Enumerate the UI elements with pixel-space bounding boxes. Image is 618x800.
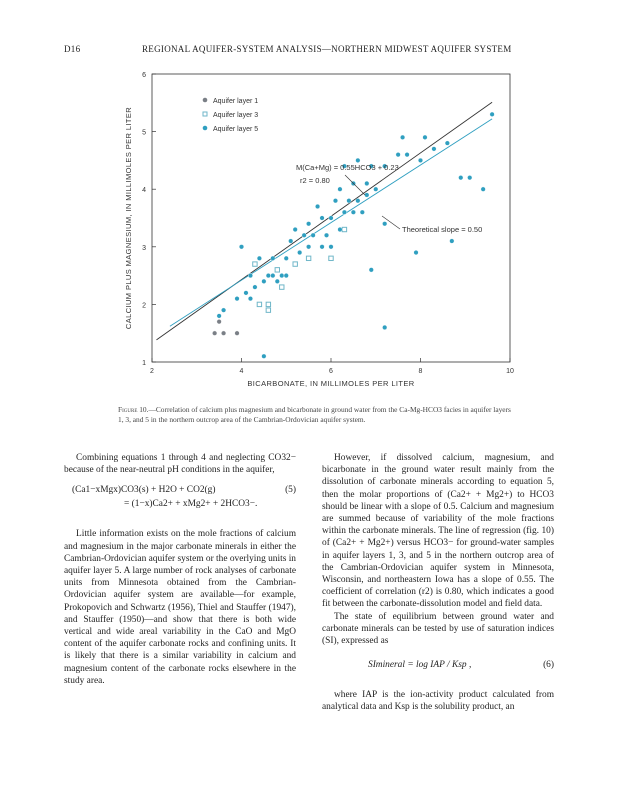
point-layer-5: [338, 227, 343, 232]
point-layer-3: [266, 308, 270, 312]
point-layer-5: [360, 210, 365, 215]
left-column: [64, 452, 296, 687]
point-layer-5: [329, 245, 334, 250]
y-tick-label: 1: [142, 360, 146, 367]
point-layer-3: [306, 256, 310, 260]
point-layer-5: [284, 256, 289, 261]
point-layer-5: [239, 245, 244, 250]
point-layer-5: [445, 141, 450, 146]
point-layer-3: [293, 262, 297, 266]
point-layer-5: [293, 227, 298, 232]
point-layer-5: [302, 233, 307, 238]
legend-marker-layer-3: [203, 112, 207, 116]
point-layer-1: [235, 331, 240, 336]
r2-label: r2 = 0.80: [300, 176, 330, 185]
point-layer-3: [266, 302, 270, 306]
point-layer-5: [382, 325, 387, 330]
point-layer-5: [235, 296, 240, 301]
y-tick-label: 5: [142, 129, 146, 137]
point-layer-3: [257, 302, 261, 306]
equation-5-number: (5): [285, 485, 296, 496]
y-tick-label: 2: [142, 302, 146, 310]
point-layer-5: [253, 285, 258, 290]
right-paragraph-2: The state of equilibrium between ground water and carbonate minerals can be tested by use of saturation indices (SI), expressed as: [322, 611, 554, 647]
point-layer-5: [418, 158, 423, 163]
point-layer-5: [275, 279, 280, 284]
point-layer-5: [306, 221, 311, 226]
point-layer-3: [342, 227, 346, 231]
regression-equation-label: M(Ca+Mg) = 0.55HCO3 + 0.23: [296, 163, 399, 172]
point-layer-5: [221, 308, 226, 313]
figure-caption: [118, 405, 518, 425]
point-layer-3: [253, 262, 257, 266]
right-paragraph-3: where IAP is the ion-activity product calculated from analytical data and Ksp is the solubility product, an: [322, 690, 554, 713]
point-layer-5: [244, 291, 249, 296]
y-axis-label: CALCIUM PLUS MAGNESIUM, IN MILLIMOLES PER LITER: [124, 106, 133, 330]
point-layer-5: [297, 250, 302, 255]
point-layer-3: [329, 256, 333, 260]
point-layer-5: [320, 216, 325, 221]
regression-line: [156, 102, 492, 340]
equation-6-body: SImineral = log IAP / Ksp ,: [368, 660, 472, 671]
point-layer-5: [481, 187, 486, 192]
point-layer-5: [306, 245, 311, 250]
point-layer-5: [365, 193, 370, 198]
equation-5-line-2: = (1−x)Ca2+ + xMg2+ + 2HCO3−.: [124, 499, 258, 510]
point-layer-5: [248, 273, 253, 278]
point-layer-5: [356, 198, 361, 203]
page-number: D16: [64, 44, 81, 54]
point-layer-5: [356, 158, 361, 163]
x-tick-label: 4: [239, 368, 244, 375]
legend-entry: Aquifer layer 3: [213, 112, 259, 119]
point-layer-5: [248, 296, 253, 301]
point-layer-5: [405, 152, 410, 157]
point-layer-3: [275, 268, 279, 272]
y-tick-label: 4: [142, 187, 146, 195]
point-layer-5: [414, 250, 419, 255]
equation-5: [64, 484, 296, 518]
point-layer-5: [324, 233, 329, 238]
regression-label-leader: [345, 175, 365, 195]
point-layer-5: [365, 181, 370, 186]
point-layer-5: [320, 245, 325, 250]
point-layer-5: [257, 256, 262, 261]
point-layer-5: [382, 221, 387, 226]
x-tick-label: 8: [418, 368, 423, 375]
point-layer-5: [311, 233, 316, 238]
point-layer-5: [423, 135, 428, 140]
point-layer-5: [288, 239, 293, 244]
x-tick-label: 10: [506, 368, 514, 375]
caption-label: Figure 10.: [118, 405, 149, 414]
right-paragraph-1: However, if dissolved calcium, magnesium, and bicarbonate in the ground water result mainly from the dissolution of carbonate minerals according to equation 5, then the molar proportions of (Ca2+ + Mg2+) to HCO3 should be linear with a slope of 0.5. Calcium and magnesium are summed because of variability of the mole fractions within the carbonate minerals. The line of regression (fig. 10) of (Ca2+ + Mg2+) versus HCO3− for ground-water samples in aquifer layers 1, 3, and 5 in the northern outcrop area of the Cambrian-Ordovician aquifer system in Minnesota, Wisconsin, and northeastern Iowa has a slope of 0.55. The coefficient of correlation (r2) is 0.80, which indicates a good fit between the carbonate-dissolution model and field data.: [322, 453, 554, 610]
point-layer-5: [458, 175, 463, 180]
equation-6-number: (6): [543, 660, 554, 671]
point-layer-5: [373, 187, 378, 192]
point-layer-5: [450, 239, 455, 244]
legend-marker: [203, 126, 208, 131]
point-layer-5: [467, 175, 472, 180]
theoretical-slope-label: Theoretical slope = 0.50: [402, 225, 483, 234]
caption-text: —Correlation of calcium plus magnesium and bicarbonate in ground water from the Ca-Mg-HCO3 facies in aquifer layers 1, 3, and 5 in the northern outcrop area of the Cambrian-Ordovician aquifer system.: [118, 405, 511, 424]
point-layer-5: [284, 273, 289, 278]
point-layer-1: [217, 319, 222, 324]
equation-6: [322, 653, 554, 683]
point-layer-5: [338, 187, 343, 192]
point-layer-5: [333, 198, 338, 203]
x-axis-label: BICARBONATE, IN MILLIMOLES PER LITER: [247, 379, 415, 388]
left-paragraph-1: Combining equations 1 through 4 and neglecting CO32− because of the near-neutral pH conditions in the aquifer,: [64, 453, 296, 476]
running-title: REGIONAL AQUIFER-SYSTEM ANALYSIS—NORTHERN MIDWEST AQUIFER SYSTEM: [142, 44, 512, 54]
point-layer-5: [396, 152, 401, 157]
y-tick-label: 6: [142, 72, 146, 79]
equation-5-line-1: (Ca1−xMgx)CO3(s) + H2O + CO2(g): [72, 485, 216, 496]
point-layer-5: [369, 268, 374, 273]
point-layer-5: [490, 112, 495, 117]
point-layer-5: [342, 210, 347, 215]
left-paragraph-2: Little information exists on the mole fractions of calcium and magnesium in the major carbonate minerals in either the Cambrian-Ordovician aquifer system or the overlying units in aquifer layer 5. A large number of rock analyses of carbonate units from Minnesota obtained from the Cambrian-Ordovician aquifer system are available—for example, Prokopovich and Schwartz (1956), Thiel and Stauffer (1947), and Stauffer (1950)—and show that there is both wide vertical and wide areal variability in the CaO and MgO content of the aquifer carbonate rocks and confining units. It is likely that there is a similar variability in calcium and magnesium content of the carbonate rocks elsewhere in the study area.: [64, 529, 296, 686]
point-layer-5: [347, 198, 352, 203]
right-column: [322, 452, 554, 714]
point-layer-5: [262, 354, 267, 359]
point-layer-5: [262, 279, 267, 284]
y-tick-label: 3: [142, 244, 146, 252]
point-layer-3: [280, 285, 284, 289]
point-layer-1: [212, 331, 217, 336]
x-tick-label: 6: [329, 368, 333, 375]
point-layer-5: [279, 273, 284, 278]
point-layer-5: [432, 147, 437, 152]
point-layer-5: [400, 135, 405, 140]
x-tick-label: 2: [150, 368, 154, 375]
point-layer-5: [217, 314, 222, 319]
legend-entry: Aquifer layer 1: [213, 98, 259, 105]
point-layer-5: [271, 273, 276, 278]
point-layer-1: [221, 331, 226, 336]
point-layer-5: [271, 256, 276, 261]
theoretical-line: [170, 119, 492, 326]
point-layer-5: [329, 216, 334, 221]
legend-entry: Aquifer layer 5: [213, 126, 259, 133]
point-layer-5: [266, 273, 271, 278]
point-layer-5: [315, 204, 320, 209]
point-layer-5: [351, 210, 356, 215]
legend-marker: [203, 98, 208, 103]
